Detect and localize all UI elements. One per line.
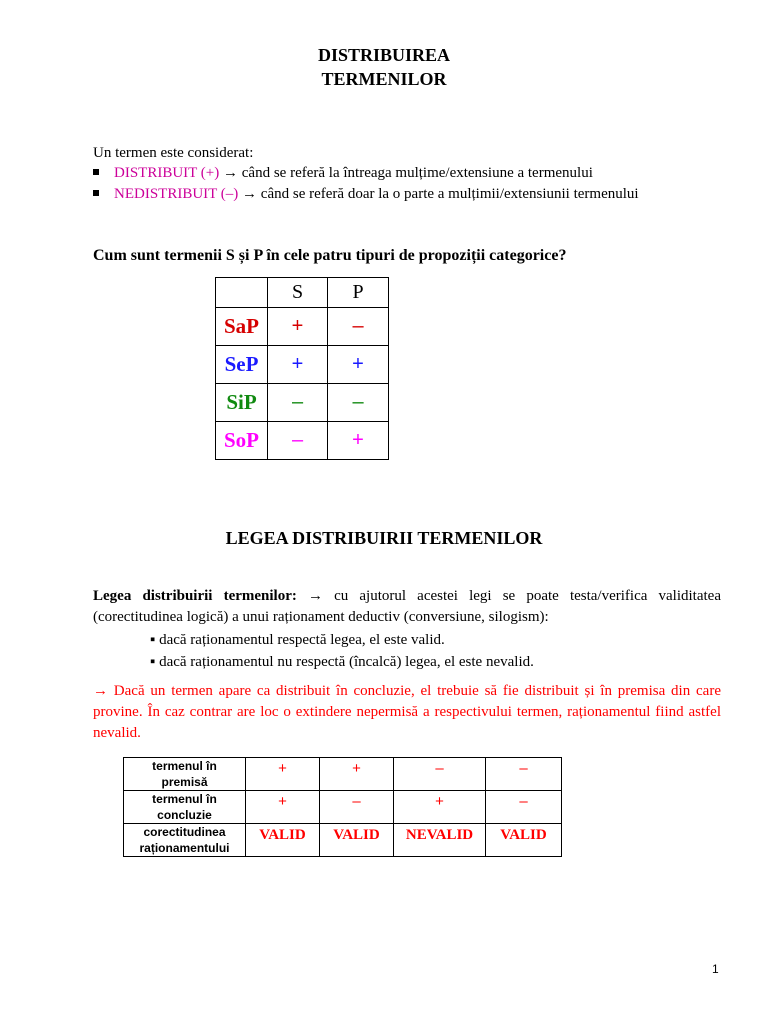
cell-sign: + [320, 758, 394, 791]
s-sign: – [268, 422, 328, 460]
cell-sign: – [320, 791, 394, 824]
section-title: LEGEA DISTRIBUIRII TERMENILOR [225, 528, 543, 548]
square-bullet-icon [93, 190, 99, 196]
p-sign: – [328, 308, 389, 346]
header-s: S [268, 278, 328, 308]
bullet-term: DISTRIBUIT (+) [114, 165, 220, 181]
cell-sign: + [246, 758, 320, 791]
page-title-line2: TERMENILOR [321, 69, 447, 89]
row-label: corectitudinea raționamentului [124, 824, 246, 857]
cell-sign: + [394, 791, 486, 824]
row-label: termenul în premisă [124, 758, 246, 791]
empty-header-cell [216, 278, 268, 308]
p-sign: – [328, 384, 389, 422]
row-label: termenul în concluzie [124, 791, 246, 824]
validity-table [123, 757, 562, 857]
prop-label: SaP [216, 308, 268, 346]
page-title-line1: DISTRIBUIREA [317, 45, 451, 65]
question-heading: Cum sunt termenii S și P în cele patru tipuri de propoziții categorice? [93, 247, 567, 264]
table-row [124, 758, 562, 791]
table-row [124, 824, 562, 857]
sub-item-invalid: ▪ dacă raționamentul nu respectă (încalcă) legea, el este nevalid. [150, 654, 534, 670]
table-row [216, 346, 389, 384]
table-header-row [216, 278, 389, 308]
bullet-text: → când se referă la întreaga mulțime/extensiune a termenului [219, 165, 593, 181]
cell-sign: + [246, 791, 320, 824]
prop-label: SeP [216, 346, 268, 384]
cell-verdict: NEVALID [394, 824, 486, 857]
s-sign: + [268, 346, 328, 384]
bullet-undistributed [93, 184, 639, 204]
cell-sign: – [486, 758, 562, 791]
s-sign: + [268, 308, 328, 346]
header-p: P [328, 278, 389, 308]
square-bullet-icon [93, 169, 99, 175]
law-paragraph [93, 586, 721, 628]
prop-label: SiP [216, 384, 268, 422]
table-row [216, 422, 389, 460]
table-row [124, 791, 562, 824]
intro-lead: Un termen este considerat: [93, 145, 254, 161]
table-row [216, 308, 389, 346]
p-sign: + [328, 422, 389, 460]
p-sign: + [328, 346, 389, 384]
law-text: → cu ajutorul acestei legi se poate testa/verifica validitatea (corectitudinea logică) a unui raționament deductiv (conversiune, silogism): [93, 588, 721, 625]
bullet-term: NEDISTRIBUIT (–) [114, 186, 239, 202]
cell-verdict: VALID [246, 824, 320, 857]
s-sign: – [268, 384, 328, 422]
law-label: Legea distribuirii termenilor: [93, 588, 297, 604]
bullet-distributed [93, 163, 593, 183]
cell-sign: – [486, 791, 562, 824]
sp-distribution-table [215, 277, 389, 460]
prop-label: SoP [216, 422, 268, 460]
sub-item-valid: ▪ dacă raționamentul respectă legea, el este valid. [150, 632, 445, 648]
red-rule-paragraph: → Dacă un termen apare ca distribuit în concluzie, el trebuie să fie distribuit și în premisa din care provine. În caz contrar are loc o extindere nepermisă a respectivului termen, raționamentul fiind astfel nevalid. [93, 683, 721, 741]
cell-verdict: VALID [486, 824, 562, 857]
cell-sign: – [394, 758, 486, 791]
table-row [216, 384, 389, 422]
cell-verdict: VALID [320, 824, 394, 857]
page-number: 1 [712, 962, 719, 976]
bullet-text: → când se referă doar la o parte a mulțimii/extensiunii termenului [238, 186, 639, 202]
